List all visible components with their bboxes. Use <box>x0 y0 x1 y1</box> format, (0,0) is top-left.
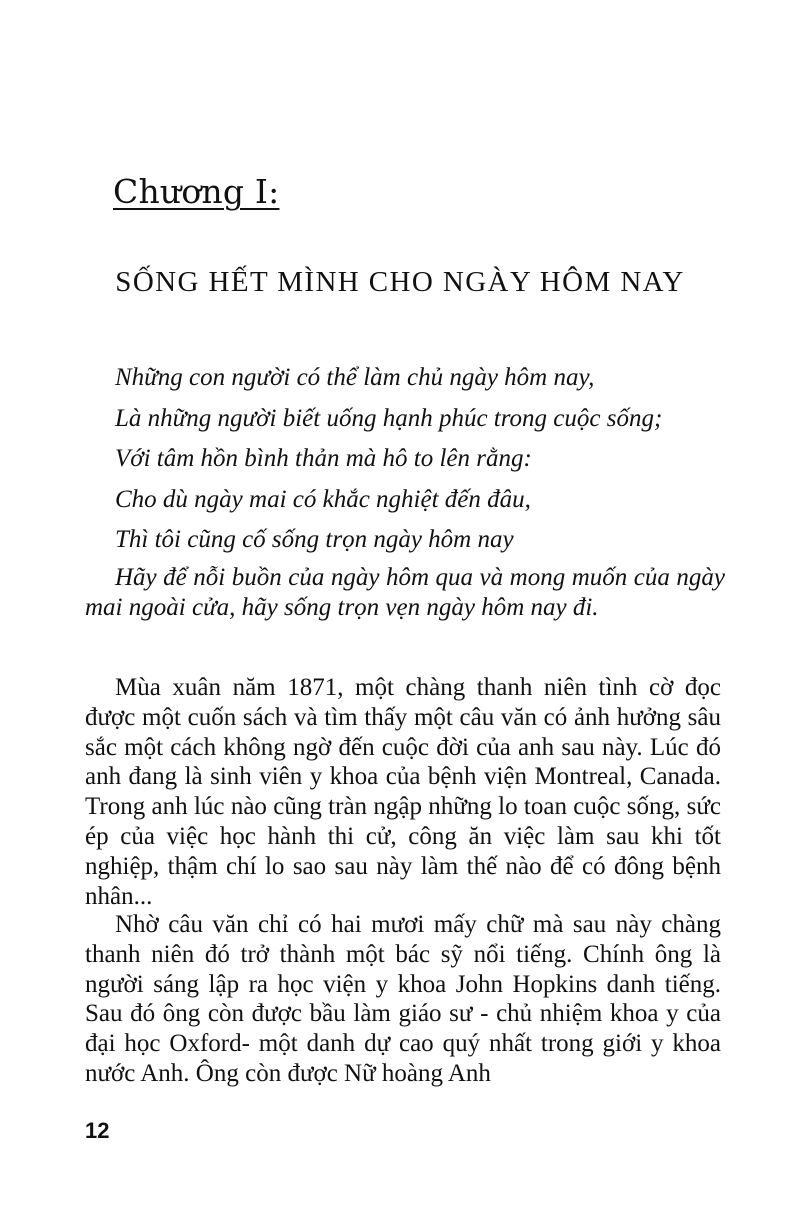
poem-line: Những con người có thể làm chủ ngày hôm nay, <box>115 364 595 391</box>
poem-closing: Hãy để nỗi buồn của ngày hôm qua và mong muốn của ngày mai ngoài cửa, hãy sống trọn vẹn ngày hôm nay đi. <box>85 564 725 621</box>
body-paragraph: Mùa xuân năm 1871, một chàng thanh niên tình cờ đọc được một cuốn sách và tìm thấy một câu văn có ảnh hưởng sâu sắc một cách không ngờ đến cuộc đời của anh sau này. Lúc đó anh đang là sinh viên y khoa của bệnh viện Montreal, Canada. Trong anh lúc nào cũng tràn ngập những lo toan cuộc sống, sức ép của việc học hành thi cử, công ăn việc làm sau khi tốt nghiệp, thậm chí lo sao sau này làm thế nào để có đông bệnh nhân... <box>85 674 721 910</box>
poem-line: Với tâm hồn bình thản mà hô to lên rằng: <box>115 445 532 473</box>
poem <box>115 358 735 561</box>
poem-line: Cho dù ngày mai có khắc nghiệt đến đâu, <box>115 485 531 513</box>
chapter-subtitle: SỐNG HẾT MÌNH CHO NGÀY HÔM NAY <box>115 266 685 298</box>
poem-line: Là những người biết uống hạnh phúc trong cuộc sống; <box>115 404 663 432</box>
page-number: 12 <box>85 1118 110 1143</box>
body-paragraph: Nhờ câu văn chỉ có hai mươi mấy chữ mà sau này chàng thanh niên đó trở thành một bác sỹ nổi tiếng. Chính ông là người sáng lập ra học viện y khoa John Hopkins danh tiếng. Sau đó ông còn được bầu làm giáo sư - chủ nhiệm khoa y của đại học Oxford- một danh dự cao quý nhất trong giới y khoa nước Anh. Ông còn được Nữ hoàng Anh <box>85 911 721 1087</box>
chapter-title: Chương I: <box>113 172 280 211</box>
poem-line: Thì tôi cũng cố sống trọn ngày hôm nay <box>115 526 514 554</box>
